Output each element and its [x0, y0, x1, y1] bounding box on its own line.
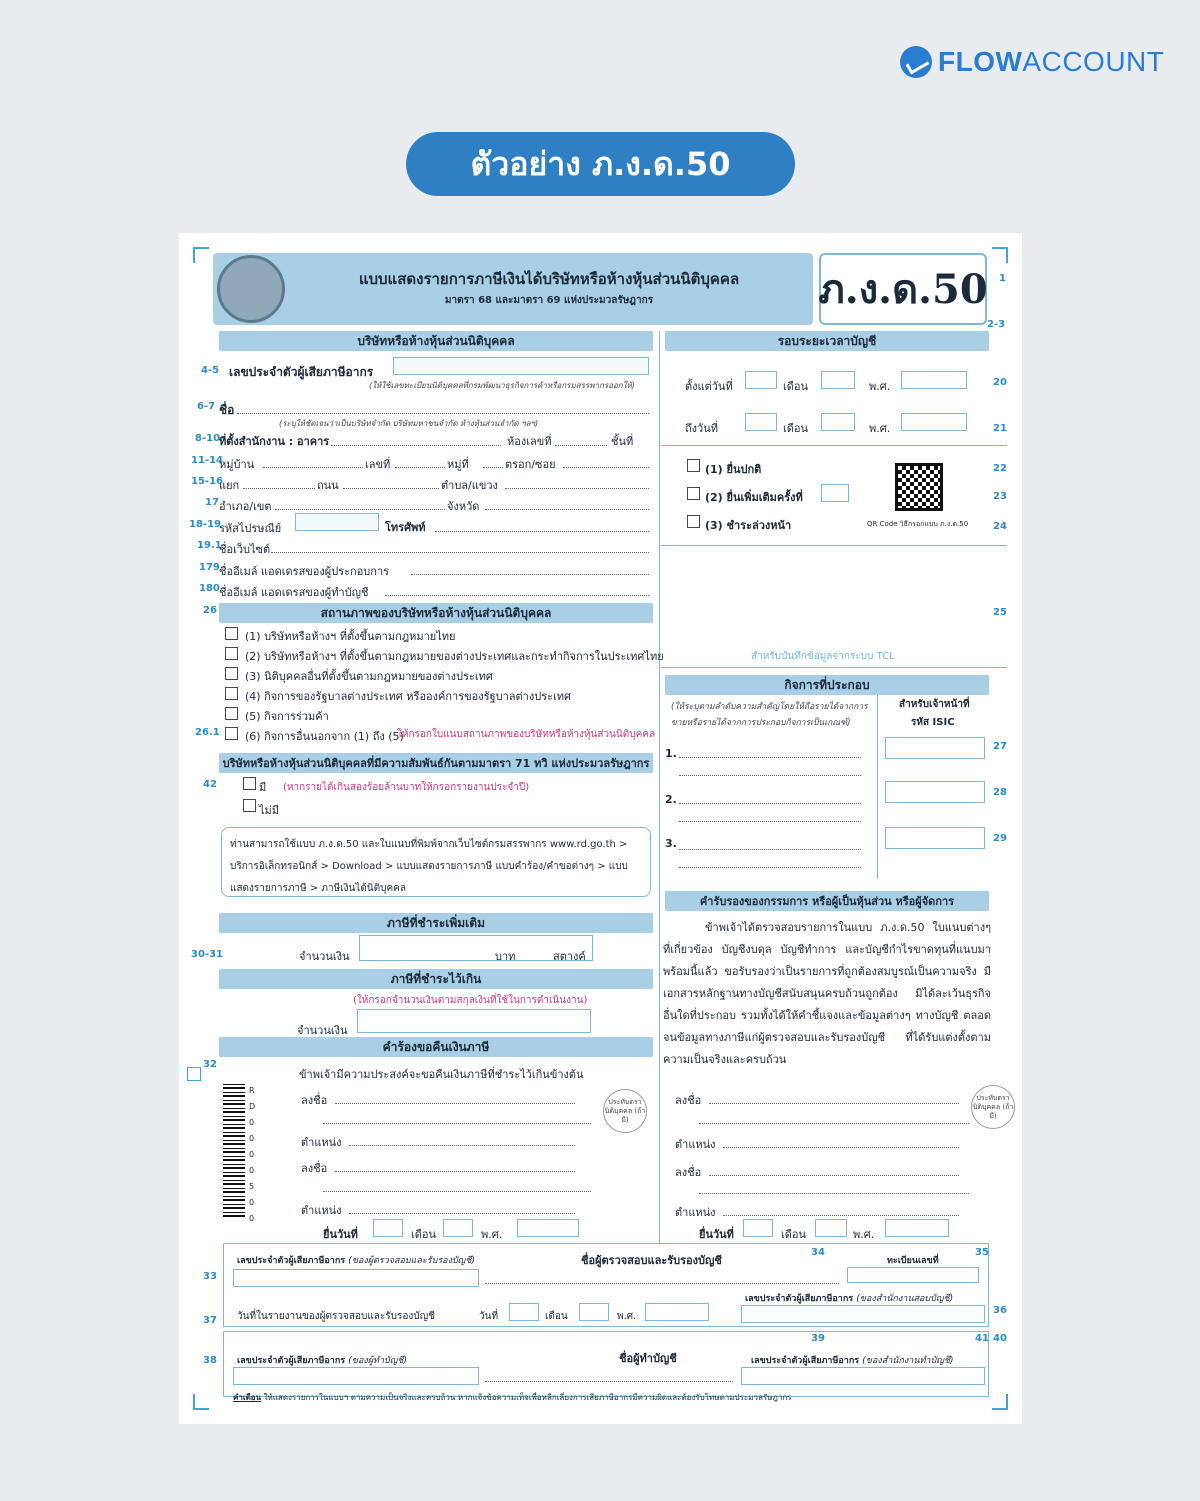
- room-label: ห้องเลขที่: [507, 435, 552, 448]
- refund-checkbox[interactable]: [187, 1067, 201, 1081]
- tax-form-page: [179, 233, 1022, 1424]
- month-label: เดือน: [781, 1228, 807, 1241]
- refund-sign-2-input[interactable]: [335, 1171, 575, 1172]
- business-item-3-input[interactable]: [679, 849, 861, 850]
- business-item-1-input-2[interactable]: [679, 775, 861, 776]
- file-date-label: ยื่นวันที่: [699, 1228, 734, 1241]
- certify-sign-2-name-input[interactable]: [699, 1193, 969, 1194]
- website-label: ชื่อเว็บไซต์: [219, 543, 271, 556]
- soi-input[interactable]: [563, 467, 649, 468]
- warning: [233, 1391, 791, 1404]
- certify-position-2-input[interactable]: [723, 1215, 959, 1216]
- sign-label: ลงชื่อ: [301, 1162, 328, 1175]
- column-divider: [877, 695, 878, 879]
- no-input[interactable]: [395, 467, 445, 468]
- status-6-checkbox[interactable]: [225, 727, 238, 740]
- refund-sign-1-name-input[interactable]: [323, 1123, 591, 1124]
- refund-month-input[interactable]: [443, 1219, 473, 1237]
- name-input[interactable]: [237, 413, 649, 414]
- audit-office-id-label-text: เลขประจำตัวผู้เสียภาษีอากร: [745, 1294, 854, 1304]
- section-refund: คำร้องขอคืนเงินภาษี: [219, 1037, 653, 1057]
- certify-text: ข้าพเจ้าได้ตรวจสอบรายการในแบบ ภ.ง.ด.50 ใบแนบต่างๆ ที่เกี่ยวข้อง บัญชีงบดุล บัญชีทำการ และบัญชีกำไรขาดทุนที่แนบมาพร้อมนี้แล้ว ขอรับรองว่าเป็นรายการที่ถูกต้องสมบูรณ์เป็นความจริง มีเอกสารหลักฐานทางบัญชีสนับสนุนครบถ้วนถูกต้อง มิได้ละเว้นธุรกิจอื่นใดที่ประกอบ รวมทั้งได้ให้คำชี้แจงและข้อมูลต่างๆ ทางบัญชี ตลอดจนข้อมูลทางภาษีแก่ผู้ตรวจสอบและรับรองบัญชี ที่ได้รับแต่งตั้งตามความเป็นจริงและครบถ้วน: [663, 921, 991, 1066]
- position-label: ตำแหน่ง: [675, 1206, 716, 1219]
- form-title: แบบแสดงรายการภาษีเงินได้บริษัทหรือห้างหุ้นส่วนนิติบุคคล: [358, 270, 740, 288]
- revenue-department-seal-icon: [217, 255, 285, 323]
- refund-sign-1-input[interactable]: [335, 1103, 575, 1104]
- business-item-3-input-2[interactable]: [679, 867, 861, 868]
- field-number: 2-3: [987, 319, 1006, 330]
- filing-advance-label: (3) ชำระล่วงหน้า: [705, 519, 792, 532]
- tax-id-input[interactable]: [393, 357, 649, 375]
- filing-additional-checkbox[interactable]: [687, 487, 700, 500]
- from-year-input[interactable]: [901, 371, 967, 389]
- officer-label: สำหรับเจ้าหน้าที่: [899, 699, 970, 710]
- field-number: 28: [993, 787, 1007, 798]
- field-number: 25: [993, 607, 1007, 618]
- section-related: บริษัทหรือห้างหุ้นส่วนนิติบุคคลที่มีความสัมพันธ์กันตามมาตรา 71 ทวิ แห่งประมวลรัษฎากร: [219, 753, 653, 773]
- field-number: 30-31: [191, 949, 223, 960]
- year-label: พ.ศ.: [869, 380, 891, 393]
- related-no-checkbox[interactable]: [243, 799, 256, 812]
- reg-no-input[interactable]: [847, 1267, 979, 1283]
- refund-position-2-input[interactable]: [349, 1213, 575, 1214]
- business-item-2-input[interactable]: [679, 803, 861, 804]
- field-number: 36: [993, 1305, 1007, 1316]
- month-label: เดือน: [411, 1228, 437, 1241]
- field-number: 38: [203, 1355, 217, 1366]
- from-day-input[interactable]: [745, 371, 777, 389]
- reg-no-label: ทะเบียนเลขที่: [887, 1256, 939, 1266]
- field-number: 20: [993, 377, 1007, 388]
- section-status: สถานภาพของบริษัทหรือห้างหุ้นส่วนนิติบุคคล: [219, 603, 653, 623]
- to-month-input[interactable]: [821, 413, 855, 431]
- divider: [661, 445, 1007, 446]
- status-3-checkbox[interactable]: [225, 667, 238, 680]
- form-code: ภ.ง.ด.50: [819, 253, 987, 325]
- section-business: กิจการที่ประกอบ: [665, 675, 989, 695]
- auditor-id-label: [237, 1253, 475, 1267]
- position-label: ตำแหน่ง: [675, 1138, 716, 1151]
- column-divider: [659, 331, 660, 1243]
- accountant-office-id-input[interactable]: [741, 1367, 985, 1385]
- section-period: รอบระยะเวลาบัญชี: [665, 331, 989, 351]
- field-number: 41: [975, 1333, 989, 1344]
- floor-label: ชั้นที่: [611, 435, 634, 448]
- section-extra-tax: ภาษีที่ชำระเพิ่มเติม: [219, 913, 653, 933]
- no-label: เลขที่: [365, 458, 391, 471]
- from-month-input[interactable]: [821, 371, 855, 389]
- sign-label: ลงชื่อ: [301, 1094, 328, 1107]
- isic-2-input[interactable]: [885, 781, 985, 803]
- refund-text: ข้าพเจ้ามีความประสงค์จะขอคืนเงินภาษีที่ชำระไว้เกินข้างต้น: [299, 1068, 584, 1081]
- business-item-1-input[interactable]: [679, 757, 861, 758]
- status-4-checkbox[interactable]: [225, 687, 238, 700]
- village-input[interactable]: [263, 467, 363, 468]
- tambon-input[interactable]: [505, 488, 649, 489]
- province-label: จังหวัด: [447, 500, 480, 513]
- warning-text: ให้แสดงรายการในแบบฯ ตามความเป็นจริงและครบถ้วน หากแจ้งข้อความเท็จเพื่อหลีกเลี่ยงการเสียภาษีอากรมีความผิดและต้องรับโทษตามประมวลรัษฎากร: [263, 1393, 792, 1402]
- field-number: 34: [811, 1247, 825, 1258]
- related-yes-checkbox[interactable]: [243, 777, 256, 790]
- village-label: หมู่บ้าน: [219, 458, 255, 471]
- email-accountant-input[interactable]: [385, 595, 649, 596]
- field-number: 17: [205, 497, 219, 508]
- auditor-name-label: ชื่อผู้ตรวจสอบและรับรองบัญชี: [581, 1254, 722, 1267]
- overpaid-amount-input[interactable]: [357, 1009, 591, 1033]
- phone-input[interactable]: [435, 531, 649, 532]
- field-number: 32: [203, 1059, 217, 1070]
- zip-input[interactable]: [295, 513, 379, 531]
- status-5-checkbox[interactable]: [225, 707, 238, 720]
- audit-office-id-input[interactable]: [741, 1305, 985, 1323]
- status-2-checkbox[interactable]: [225, 647, 238, 660]
- field-number: 37: [203, 1315, 217, 1326]
- office-label: ที่ตั้งสำนักงาน : อาคาร: [219, 435, 330, 448]
- status-item: (1) บริษัทหรือห้างฯ ที่ตั้งขึ้นตามกฎหมายไทย: [245, 630, 456, 643]
- certify-year-input[interactable]: [885, 1219, 949, 1237]
- status-6-note: ให้กรอกใบแนบสถานภาพของบริษัทหรือห้างหุ้นส่วนนิติบุคคล: [397, 729, 656, 740]
- accountant-office-note: (ของสำนักงานทำบัญชี): [862, 1356, 954, 1366]
- qr-caption: QR Code วิธีกรอกแบบ ภ.ง.ด.50: [867, 520, 969, 528]
- field-number: 40: [993, 1333, 1007, 1344]
- tcl-note: สำหรับบันทึกข้อมูลจากระบบ TCL: [751, 651, 895, 662]
- flowaccount-logo: [900, 46, 1164, 78]
- section-company: บริษัทหรือห้างหุ้นส่วนนิติบุคคล: [219, 331, 653, 351]
- baht-label: บาท: [495, 950, 516, 963]
- field-number: 26.1: [195, 727, 220, 738]
- field-number: 18-19: [189, 519, 221, 530]
- auditor-name-input[interactable]: [485, 1283, 839, 1284]
- building-input[interactable]: [331, 445, 501, 446]
- phone-label: โทรศัพท์: [385, 521, 426, 534]
- company-stamp: ประทับตรานิติบุคคล (ถ้ามี): [971, 1085, 1015, 1129]
- certify-position-1-input[interactable]: [723, 1147, 959, 1148]
- auditor-id-label-text: เลขประจำตัวผู้เสียภาษีอากร: [237, 1256, 346, 1266]
- banner-title: ตัวอย่าง ภ.ง.ด.50: [406, 132, 795, 196]
- year-label: พ.ศ.: [481, 1228, 503, 1241]
- field-number: 179: [199, 562, 220, 573]
- certify-sign-1-name-input[interactable]: [699, 1123, 969, 1124]
- field-number: 22: [993, 463, 1007, 474]
- field-number: 21: [993, 423, 1007, 434]
- refund-sign-2-name-input[interactable]: [323, 1191, 591, 1192]
- isic-label: รหัส ISIC: [911, 717, 955, 728]
- amount-label: จำนวนเงิน: [297, 1024, 348, 1037]
- amount-label: จำนวนเงิน: [299, 950, 350, 963]
- moo-label: หมู่ที่: [447, 458, 469, 471]
- refund-year-input[interactable]: [517, 1219, 579, 1237]
- field-number: 29: [993, 833, 1007, 844]
- field-number: 24: [993, 521, 1007, 532]
- info-box: ท่านสามารถใช้แบบ ภ.ง.ด.50 และใบแนบที่พิมพ์จากเว็บไซต์กรมสรรพากร www.rd.go.th > บริการอิเล็กทรอนิกส์ > Download > แบบแสดงรายการภาษี แบบคำร้อง/คำขอต่างๆ > แบบแสดงรายการภาษี > ภาษีเงินได้นิติบุคคล: [221, 827, 651, 897]
- moo-input[interactable]: [483, 467, 503, 468]
- corner-mark: [992, 1394, 1008, 1410]
- filing-additional-label: (2) ยื่นเพิ่มเติมครั้งที่: [705, 491, 803, 504]
- company-stamp: ประทับตรานิติบุคคล (ถ้ามี): [603, 1089, 647, 1133]
- from-date-label: ตั้งแต่วันที่: [685, 380, 733, 393]
- status-item: (2) บริษัทหรือห้างฯ ที่ตั้งขึ้นตามกฎหมายของต่างประเทศและกระทำกิจการในประเทศไทย: [245, 650, 664, 663]
- trend-arrow-icon: [900, 46, 932, 78]
- field-number: 15-16: [191, 476, 223, 487]
- status-item: (5) กิจการร่วมค้า: [245, 710, 329, 723]
- auditor-id-input[interactable]: [233, 1269, 479, 1287]
- barcode-text: R D 0 0 0 0 5 0 0: [249, 1086, 256, 1223]
- certify-sign-2-input[interactable]: [709, 1175, 959, 1176]
- website-input[interactable]: [271, 552, 649, 553]
- business-item-2-label: 2.: [665, 793, 677, 806]
- filing-normal-checkbox[interactable]: [687, 459, 700, 472]
- accountant-name-input[interactable]: [485, 1381, 733, 1382]
- email-operator-label: ชื่ออีเมล์ แอดเดรสของผู้ประกอบการ: [219, 565, 390, 578]
- field-number: 8-10: [195, 433, 221, 444]
- certify-day-input[interactable]: [743, 1219, 773, 1237]
- month-label: เดือน: [783, 422, 809, 435]
- position-label: ตำแหน่ง: [301, 1204, 342, 1217]
- road-input[interactable]: [343, 488, 439, 489]
- amphoe-input[interactable]: [275, 509, 445, 510]
- filing-advance-checkbox[interactable]: [687, 515, 700, 528]
- report-date-label: วันที่ในรายงานของผู้ตรวจสอบและรับรองบัญชี: [237, 1311, 435, 1322]
- status-1-checkbox[interactable]: [225, 627, 238, 640]
- business-item-3-label: 3.: [665, 837, 677, 850]
- corner-mark: [992, 247, 1008, 263]
- field-number: 39: [811, 1333, 825, 1344]
- year-label: พ.ศ.: [869, 422, 891, 435]
- to-day-input[interactable]: [745, 413, 777, 431]
- refund-position-1-input[interactable]: [349, 1145, 575, 1146]
- sign-label: ลงชื่อ: [675, 1094, 702, 1107]
- tambon-label: ตำบล/แขวง: [441, 479, 498, 492]
- satang-label: สตางค์: [553, 950, 586, 963]
- zip-label: รหัสไปรษณีย์: [219, 522, 282, 535]
- field-number: 33: [203, 1271, 217, 1282]
- report-year-input[interactable]: [645, 1303, 709, 1321]
- status-item: (3) นิติบุคคลอื่นที่ตั้งขึ้นตามกฎหมายของต่างประเทศ: [245, 670, 493, 683]
- accountant-id-note: (ของผู้ทำบัญชี): [348, 1356, 408, 1366]
- related-yes-note: (หากรายได้เกินสองร้อยล้านบาทให้กรอกรายงานประจำปี): [283, 782, 530, 793]
- year-label: พ.ศ.: [853, 1228, 875, 1241]
- accountant-id-input[interactable]: [233, 1367, 479, 1385]
- field-number: 4-5: [201, 365, 220, 376]
- email-accountant-label: ชื่ออีเมล์ แอดเดรสของผู้ทำบัญชี: [219, 586, 369, 599]
- report-month-input[interactable]: [579, 1303, 609, 1321]
- province-input[interactable]: [485, 509, 649, 510]
- brand-name: FLOWACCOUNT: [938, 46, 1165, 77]
- divider: [661, 667, 1007, 668]
- status-item: (4) กิจการของรัฐบาลต่างประเทศ หรือองค์การของรัฐบาลต่างประเทศ: [245, 690, 571, 703]
- barcode: [223, 1083, 245, 1217]
- warning-label: คำเตือน: [233, 1393, 262, 1402]
- day-label: วันที่: [479, 1311, 499, 1322]
- business-note: (ให้ระบุตามลำดับความสำคัญโดยให้ถือรายได้จากการขายหรือรายได้จากการประกอบกิจการเป็นเกณฑ์): [671, 702, 868, 728]
- corner-mark: [193, 247, 209, 263]
- business-item-1-label: 1.: [665, 747, 677, 760]
- related-no-label: ไม่มี: [259, 804, 280, 817]
- soi-label: ตรอก/ซอย: [505, 458, 556, 471]
- field-number: 23: [993, 491, 1007, 502]
- field-number: 6-7: [197, 401, 216, 412]
- audit-office-note: (ของสำนักงานสอบบัญชี): [856, 1294, 954, 1304]
- corner-mark: [193, 1394, 209, 1410]
- road-label: ถนน: [317, 479, 339, 492]
- accountant-office-id-label: [751, 1353, 953, 1367]
- field-number: 19.1: [197, 540, 222, 551]
- qr-code-icon: [895, 463, 943, 511]
- to-date-label: ถึงวันที่: [685, 422, 718, 435]
- name-note: (ระบุให้ชัดเจนว่าเป็นบริษัทจำกัด บริษัทมหาชนจำกัด ห้างหุ้นส่วนจำกัด ฯลฯ): [279, 419, 539, 428]
- isic-3-input[interactable]: [885, 827, 985, 849]
- refund-day-input[interactable]: [373, 1219, 403, 1237]
- field-number: 11-14: [191, 455, 223, 466]
- status-item: (6) กิจการอื่นนอกจาก (1) ถึง (5): [245, 730, 404, 743]
- month-label: เดือน: [783, 380, 809, 393]
- month-label: เดือน: [545, 1311, 568, 1322]
- field-number: 42: [203, 779, 217, 790]
- divider: [661, 545, 1007, 546]
- yaek-label: แยก: [219, 479, 240, 492]
- name-label: ชื่อ: [219, 403, 235, 417]
- business-item-2-input-2[interactable]: [679, 821, 861, 822]
- field-number: 27: [993, 741, 1007, 752]
- audit-office-id-label: [745, 1291, 953, 1305]
- overpaid-note: (ให้กรอกจำนวนเงินตามสกุลเงินที่ใช้ในการดำเนินงาน): [353, 995, 588, 1006]
- certify-month-input[interactable]: [815, 1219, 847, 1237]
- filing-normal-label: (1) ยื่นปกติ: [705, 463, 762, 476]
- related-yes-label: มี: [259, 781, 267, 794]
- section-certify: คำรับรองของกรรมการ หรือผู้เป็นหุ้นส่วน หรือผู้จัดการ: [665, 891, 989, 911]
- tax-id-label: เลขประจำตัวผู้เสียภาษีอากร: [229, 365, 374, 379]
- accountant-id-label: [237, 1353, 407, 1367]
- certify-sign-1-input[interactable]: [709, 1103, 959, 1104]
- field-number: 35: [975, 1247, 989, 1258]
- field-number: 26: [203, 605, 217, 616]
- sign-label: ลงชื่อ: [675, 1166, 702, 1179]
- field-number: 1: [999, 273, 1006, 284]
- filing-additional-count-input[interactable]: [821, 484, 849, 502]
- email-operator-input[interactable]: [411, 574, 649, 575]
- file-date-label: ยื่นวันที่: [323, 1228, 358, 1241]
- accountant-name-label: ชื่อผู้ทำบัญชี: [619, 1352, 677, 1365]
- yaek-input[interactable]: [243, 488, 315, 489]
- auditor-id-note: (ของผู้ตรวจสอบและรับรองบัญชี): [348, 1256, 475, 1266]
- isic-1-input[interactable]: [885, 737, 985, 759]
- room-input[interactable]: [555, 445, 607, 446]
- to-year-input[interactable]: [901, 413, 967, 431]
- accountant-office-id-label-text: เลขประจำตัวผู้เสียภาษีอากร: [751, 1356, 860, 1366]
- form-subtitle: มาตรา 68 และมาตรา 69 แห่งประมวลรัษฎากร: [444, 295, 654, 306]
- section-overpaid: ภาษีที่ชำระไว้เกิน: [219, 969, 653, 989]
- accountant-id-label-text: เลขประจำตัวผู้เสียภาษีอากร: [237, 1356, 346, 1366]
- tax-id-note: (ให้ใช้เลขทะเบียนนิติบุคคลที่กรมพัฒนาธุรกิจการค้าหรือกรมสรรพากรออกให้): [369, 381, 635, 390]
- position-label: ตำแหน่ง: [301, 1136, 342, 1149]
- report-day-input[interactable]: [509, 1303, 539, 1321]
- field-number: 180: [199, 583, 220, 594]
- year-label: พ.ศ.: [617, 1311, 637, 1322]
- amphoe-label: อำเภอ/เขต: [219, 500, 272, 513]
